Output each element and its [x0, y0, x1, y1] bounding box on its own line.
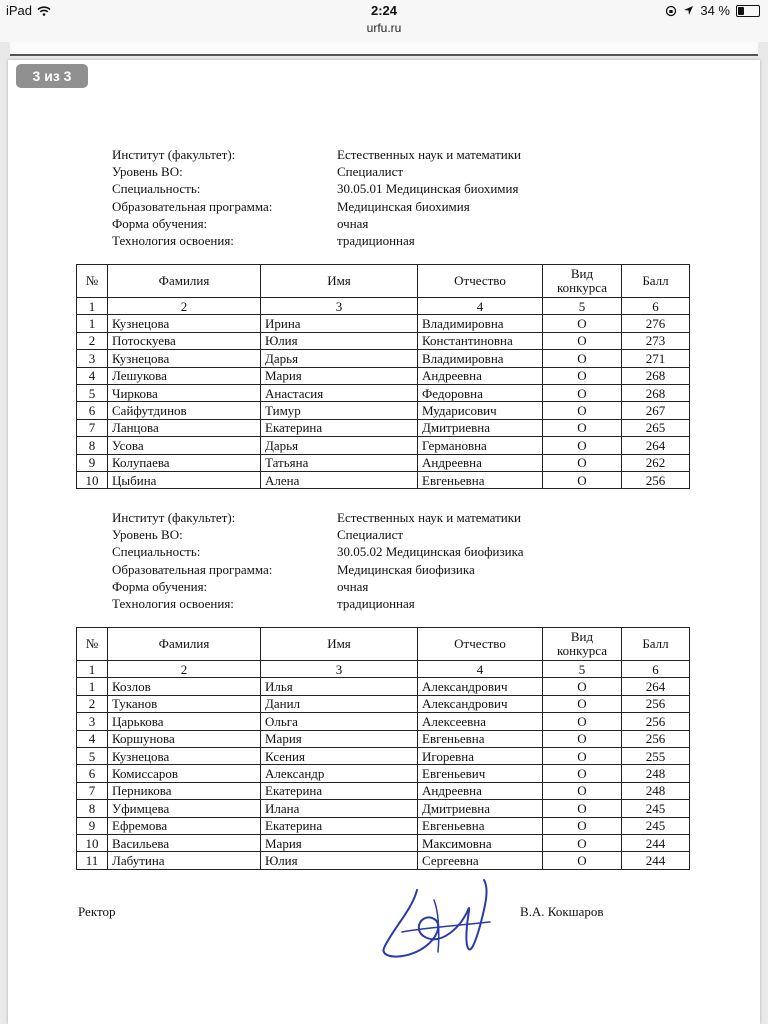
battery-percent: 34 % — [700, 3, 730, 18]
info-label: Уровень ВО: — [112, 164, 183, 180]
info-label: Институт (факультет): — [112, 147, 236, 162]
patronymic-cell: Евгеньевич — [418, 765, 543, 782]
surname-cell: Царькова — [108, 713, 261, 730]
table-row — [77, 817, 690, 834]
patronymic-cell: Александрович — [418, 678, 543, 695]
score-cell: 268 — [622, 367, 690, 384]
first-name-cell: Татьяна — [261, 454, 418, 471]
surname-cell: Кузнецова — [108, 350, 261, 367]
competition-type-cell: О — [543, 384, 622, 401]
signatory-name: В.А. Кокшаров — [520, 904, 604, 919]
status-right — [665, 3, 760, 18]
first-name-cell: Данил — [261, 695, 418, 712]
col-header-score: Балл — [622, 265, 690, 298]
info-value: Специалист — [337, 527, 404, 543]
info-row — [112, 526, 524, 543]
table-row — [77, 437, 690, 454]
first-name-cell: Дарья — [261, 437, 418, 454]
patronymic-cell: Константиновна — [418, 332, 543, 349]
competition-type-cell: О — [543, 678, 622, 695]
score-cell: 268 — [622, 384, 690, 401]
competition-type-cell: О — [543, 471, 622, 488]
first-name-cell: Екатерина — [261, 817, 418, 834]
score-cell: 264 — [622, 678, 690, 695]
competition-type-cell: О — [543, 765, 622, 782]
status-bar — [0, 0, 768, 20]
table-header-row — [77, 628, 690, 661]
col-header-number: № — [77, 265, 108, 298]
table-row — [77, 332, 690, 349]
competition-type-cell: О — [543, 834, 622, 851]
score-cell: 245 — [622, 817, 690, 834]
column-number-cell: 1 — [77, 661, 108, 678]
table-row — [77, 384, 690, 401]
surname-cell: Ефремова — [108, 817, 261, 834]
row-number-cell: 3 — [77, 713, 108, 730]
competition-type-cell: О — [543, 730, 622, 747]
info-row — [112, 509, 524, 526]
row-number-cell: 1 — [77, 678, 108, 695]
table-row — [77, 678, 690, 695]
row-number-cell: 6 — [77, 402, 108, 419]
patronymic-cell: Евгеньевна — [418, 730, 543, 747]
competition-type-cell: О — [543, 852, 622, 869]
score-cell: 248 — [622, 765, 690, 782]
competition-type-cell: О — [543, 437, 622, 454]
score-cell: 267 — [622, 402, 690, 419]
score-cell: 248 — [622, 782, 690, 799]
rector-signature — [372, 870, 502, 965]
table-header-row — [77, 265, 690, 298]
row-number-cell: 7 — [77, 419, 108, 436]
col-header-name: Имя — [261, 265, 418, 298]
patronymic-cell: Андреевна — [418, 454, 543, 471]
col-header-patronymic: Отчество — [418, 265, 543, 298]
surname-cell: Чиркова — [108, 384, 261, 401]
col-header-score: Балл — [622, 628, 690, 661]
info-label: Специальность: — [112, 544, 201, 560]
surname-cell: Колупаева — [108, 454, 261, 471]
surname-cell: Туканов — [108, 695, 261, 712]
row-number-cell: 2 — [77, 695, 108, 712]
surname-cell: Козлов — [108, 678, 261, 695]
competition-type-cell: О — [543, 800, 622, 817]
competition-type-cell: О — [543, 419, 622, 436]
table-row — [77, 800, 690, 817]
column-number-cell: 5 — [543, 298, 622, 315]
column-number-cell: 6 — [622, 661, 690, 678]
info-label: Технология освоения: — [112, 596, 234, 612]
surname-cell: Перникова — [108, 782, 261, 799]
info-value: очная — [337, 215, 369, 231]
info-label: Специальность: — [112, 181, 201, 197]
surname-cell: Кузнецова — [108, 747, 261, 764]
info-row — [112, 198, 521, 215]
competition-type-cell: О — [543, 817, 622, 834]
score-cell: 276 — [622, 315, 690, 332]
first-name-cell: Александр — [261, 765, 418, 782]
info-value: 30.05.01 Медицинская биохимия — [337, 181, 519, 197]
patronymic-cell: Алексеевна — [418, 713, 543, 730]
row-number-cell: 10 — [77, 471, 108, 488]
battery-fill — [738, 7, 744, 15]
first-name-cell: Ирина — [261, 315, 418, 332]
score-cell: 256 — [622, 730, 690, 747]
first-name-cell: Юлия — [261, 332, 418, 349]
patronymic-cell: Андреевна — [418, 782, 543, 799]
row-number-cell: 3 — [77, 350, 108, 367]
row-number-cell: 1 — [77, 315, 108, 332]
patronymic-cell: Владимировна — [418, 350, 543, 367]
program-info-2 — [112, 509, 524, 612]
col-header-competition: Вид конкурса — [543, 265, 622, 298]
table-row — [77, 782, 690, 799]
patronymic-cell: Андреевна — [418, 367, 543, 384]
patronymic-cell: Сергеевна — [418, 852, 543, 869]
col-header-competition: Вид конкурса — [543, 628, 622, 661]
patronymic-cell: Мударисович — [418, 402, 543, 419]
column-number-cell: 2 — [108, 298, 261, 315]
info-row — [112, 561, 524, 578]
first-name-cell: Ольга — [261, 713, 418, 730]
first-name-cell: Дарья — [261, 350, 418, 367]
table-row — [77, 419, 690, 436]
patronymic-cell: Владимировна — [418, 315, 543, 332]
info-row — [112, 163, 521, 180]
table-row — [77, 350, 690, 367]
column-number-cell: 3 — [261, 298, 418, 315]
column-number-cell: 4 — [418, 661, 543, 678]
col-header-patronymic: Отчество — [418, 628, 543, 661]
info-label: Институт (факультет): — [112, 510, 236, 525]
first-name-cell: Анастасия — [261, 384, 418, 401]
first-name-cell: Юлия — [261, 852, 418, 869]
row-number-cell: 8 — [77, 800, 108, 817]
table-row — [77, 471, 690, 488]
program-info-1 — [112, 146, 521, 249]
orientation-lock-icon — [665, 5, 677, 17]
table-row — [77, 747, 690, 764]
column-number-cell: 3 — [261, 661, 418, 678]
surname-cell: Сайфутдинов — [108, 402, 261, 419]
row-number-cell: 5 — [77, 747, 108, 764]
competition-type-cell: О — [543, 782, 622, 799]
surname-cell: Уфимцева — [108, 800, 261, 817]
row-number-cell: 4 — [77, 367, 108, 384]
row-number-cell: 10 — [77, 834, 108, 851]
info-row — [112, 180, 521, 197]
competition-type-cell: О — [543, 747, 622, 764]
column-number-cell: 5 — [543, 661, 622, 678]
competition-type-cell: О — [543, 350, 622, 367]
score-cell: 256 — [622, 713, 690, 730]
info-label: Форма обучения: — [112, 578, 208, 594]
row-number-cell: 11 — [77, 852, 108, 869]
row-number-cell: 5 — [77, 384, 108, 401]
competition-type-cell: О — [543, 454, 622, 471]
surname-cell: Коршунова — [108, 730, 261, 747]
patronymic-cell: Германовна — [418, 437, 543, 454]
info-label: Уровень ВО: — [112, 527, 183, 543]
device-name: iPad — [6, 3, 33, 18]
row-number-cell: 9 — [77, 454, 108, 471]
info-label: Образовательная программа: — [112, 561, 273, 577]
table-row — [77, 315, 690, 332]
score-cell: 256 — [622, 471, 690, 488]
competition-type-cell: О — [543, 332, 622, 349]
table-row — [77, 454, 690, 471]
surname-cell: Лабутина — [108, 852, 261, 869]
first-name-cell: Алена — [261, 471, 418, 488]
url-text[interactable]: urfu.ru — [366, 21, 402, 35]
surname-cell: Цыбина — [108, 471, 261, 488]
patronymic-cell: Игоревна — [418, 747, 543, 764]
column-number-cell: 1 — [77, 298, 108, 315]
score-cell: 255 — [622, 747, 690, 764]
score-cell: 271 — [622, 350, 690, 367]
results-table-1 — [76, 264, 690, 489]
info-row — [112, 543, 524, 560]
info-row — [112, 595, 524, 612]
score-cell: 256 — [622, 695, 690, 712]
location-icon — [683, 5, 694, 16]
competition-type-cell: О — [543, 315, 622, 332]
table-row — [77, 695, 690, 712]
row-number-cell: 2 — [77, 332, 108, 349]
patronymic-cell: Александрович — [418, 695, 543, 712]
col-header-number: № — [77, 628, 108, 661]
column-number-row — [77, 298, 690, 315]
patronymic-cell: Федоровна — [418, 384, 543, 401]
info-row — [112, 146, 521, 163]
column-number-row — [77, 661, 690, 678]
surname-cell: Лешукова — [108, 367, 261, 384]
score-cell: 262 — [622, 454, 690, 471]
previous-page-edge — [10, 42, 758, 56]
page-indicator: 3 из 3 — [16, 64, 88, 88]
score-cell: 244 — [622, 834, 690, 851]
info-value: 30.05.02 Медицинская биофизика — [337, 544, 524, 560]
info-row — [112, 215, 521, 232]
address-bar[interactable] — [0, 20, 768, 42]
score-cell: 265 — [622, 419, 690, 436]
info-value: очная — [337, 578, 369, 594]
battery-icon — [736, 5, 760, 17]
surname-cell: Кузнецова — [108, 315, 261, 332]
info-row — [112, 578, 524, 595]
info-value: Медицинская биофизика — [337, 561, 475, 577]
surname-cell: Потоскуева — [108, 332, 261, 349]
info-label: Технология освоения: — [112, 233, 234, 249]
row-number-cell: 7 — [77, 782, 108, 799]
first-name-cell: Тимур — [261, 402, 418, 419]
surname-cell: Ланцова — [108, 419, 261, 436]
table-row — [77, 834, 690, 851]
info-value: традиционная — [337, 596, 415, 612]
patronymic-cell: Дмитриевна — [418, 800, 543, 817]
surname-cell: Васильева — [108, 834, 261, 851]
score-cell: 244 — [622, 852, 690, 869]
patronymic-cell: Евгеньевна — [418, 817, 543, 834]
row-number-cell: 6 — [77, 765, 108, 782]
first-name-cell: Мария — [261, 730, 418, 747]
info-row — [112, 232, 521, 249]
row-number-cell: 4 — [77, 730, 108, 747]
first-name-cell: Екатерина — [261, 419, 418, 436]
competition-type-cell: О — [543, 367, 622, 384]
row-number-cell: 8 — [77, 437, 108, 454]
score-cell: 245 — [622, 800, 690, 817]
column-number-cell: 4 — [418, 298, 543, 315]
first-name-cell: Мария — [261, 367, 418, 384]
table-row — [77, 730, 690, 747]
patronymic-cell: Дмитриевна — [418, 419, 543, 436]
competition-type-cell: О — [543, 695, 622, 712]
patronymic-cell: Максимовна — [418, 834, 543, 851]
table-row — [77, 713, 690, 730]
first-name-cell: Екатерина — [261, 782, 418, 799]
signatory-position: Ректор — [78, 904, 116, 919]
first-name-cell: Мария — [261, 834, 418, 851]
table-row — [77, 402, 690, 419]
row-number-cell: 9 — [77, 817, 108, 834]
competition-type-cell: О — [543, 713, 622, 730]
score-cell: 264 — [622, 437, 690, 454]
col-header-name: Имя — [261, 628, 418, 661]
status-time: 2:24 — [370, 3, 398, 18]
surname-cell: Комиссаров — [108, 765, 261, 782]
table-row — [77, 367, 690, 384]
score-cell: 273 — [622, 332, 690, 349]
column-number-cell: 2 — [108, 661, 261, 678]
info-value: Естественных наук и математики — [337, 510, 522, 525]
table-row — [77, 852, 690, 869]
info-value: традиционная — [337, 233, 415, 249]
results-table-2 — [76, 627, 690, 870]
first-name-cell: Илья — [261, 678, 418, 695]
info-value: Специалист — [337, 164, 404, 180]
first-name-cell: Илана — [261, 800, 418, 817]
patronymic-cell: Евгеньевна — [418, 471, 543, 488]
col-header-surname: Фамилия — [108, 628, 261, 661]
competition-type-cell: О — [543, 402, 622, 419]
col-header-surname: Фамилия — [108, 265, 261, 298]
info-value: Естественных наук и математики — [337, 147, 522, 162]
column-number-cell: 6 — [622, 298, 690, 315]
first-name-cell: Ксения — [261, 747, 418, 764]
table-row — [77, 765, 690, 782]
surname-cell: Усова — [108, 437, 261, 454]
info-label: Образовательная программа: — [112, 198, 273, 214]
info-label: Форма обучения: — [112, 215, 208, 231]
info-value: Медицинская биохимия — [337, 198, 470, 214]
